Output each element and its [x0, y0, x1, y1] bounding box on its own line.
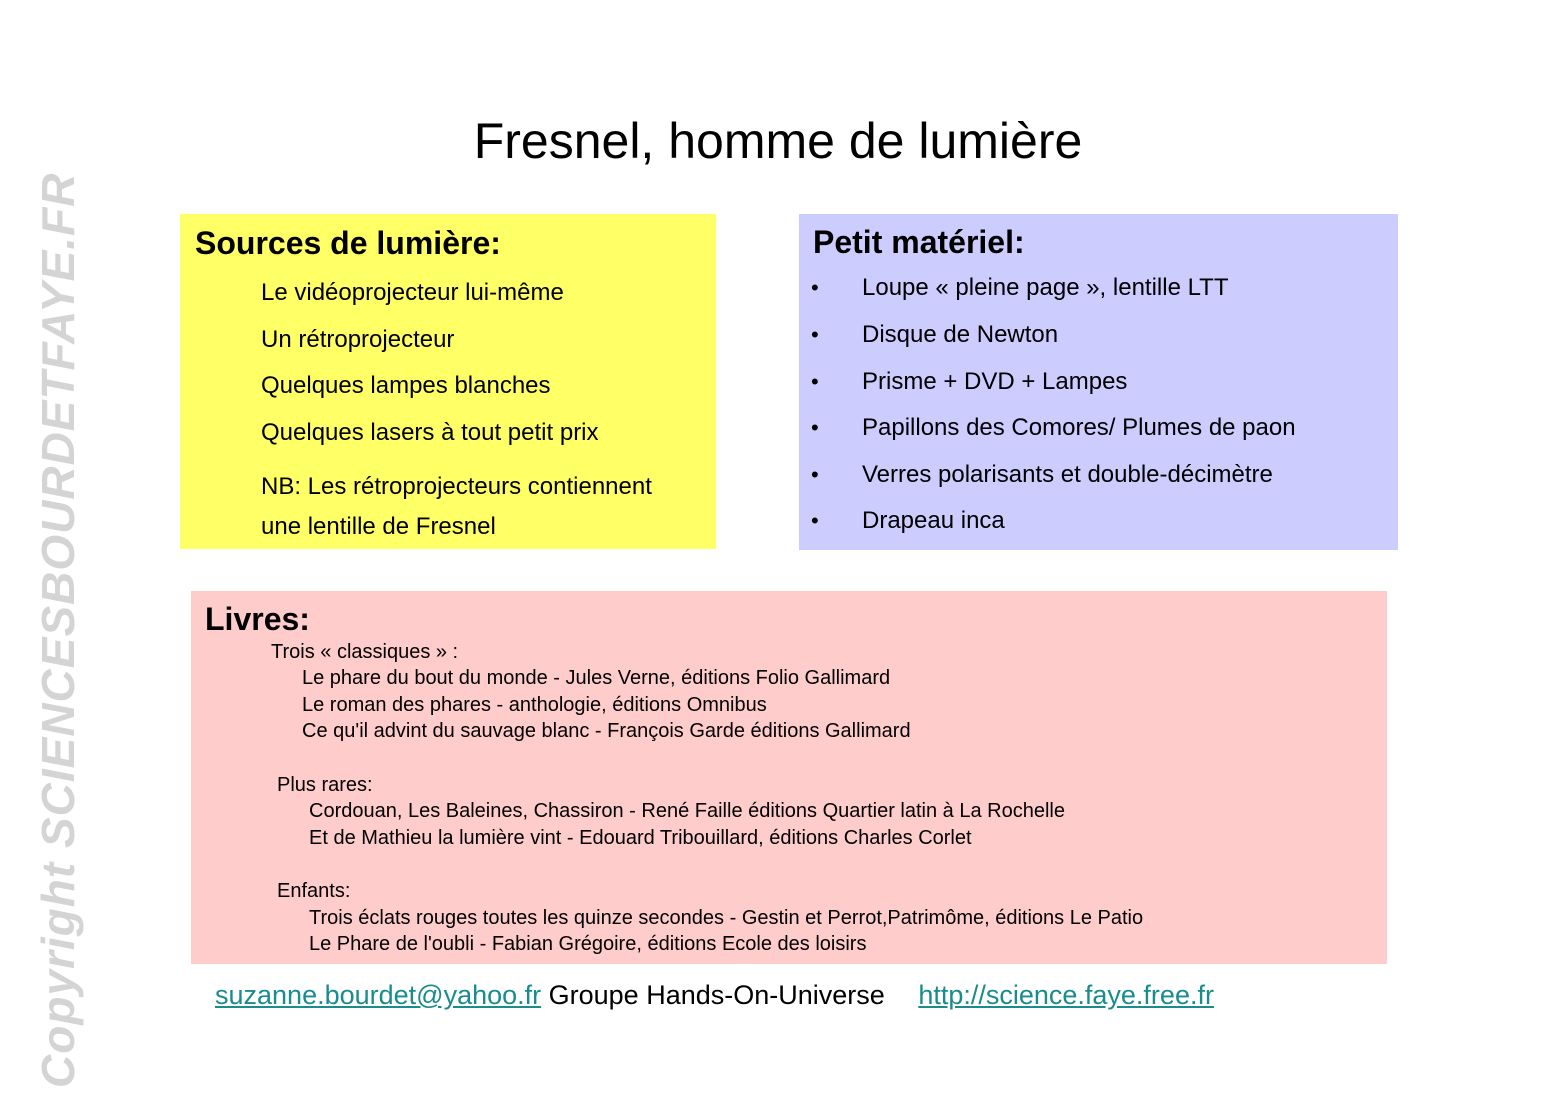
book-entry: Le roman des phares - anthologie, éditions Omnibus — [302, 694, 767, 716]
list-item-text: Drapeau inca — [862, 507, 1005, 534]
classics-label: Trois « classiques » : — [271, 641, 459, 663]
children-books-label: Enfants: — [277, 880, 351, 902]
light-source-item: Quelques lasers à tout petit prix — [261, 419, 599, 446]
light-sources-panel — [180, 214, 716, 549]
note-line: une lentille de Fresnel — [261, 513, 496, 540]
list-item — [799, 273, 1398, 303]
footer — [215, 978, 1214, 1012]
small-equipment-panel — [799, 214, 1398, 550]
light-source-item: Un rétroprojecteur — [261, 326, 455, 353]
book-entry: Ce qu'il advint du sauvage blanc - François Garde éditions Gallimard — [302, 720, 911, 742]
light-sources-heading: Sources de lumière: — [195, 225, 501, 261]
book-entry: Trois éclats rouges toutes les quinze secondes - Gestin et Perrot,Patrimôme, éditions Le Patio — [309, 907, 1144, 929]
page-title: Fresnel, homme de lumière — [473, 113, 1083, 169]
bullet-icon: • — [811, 275, 819, 300]
book-entry: Et de Mathieu la lumière vint - Edouard Tribouillard, éditions Charles Corlet — [309, 827, 972, 849]
bullet-icon: • — [811, 322, 819, 347]
list-item-text: Papillons des Comores/ Plumes de paon — [862, 414, 1296, 441]
light-source-item: Le vidéoprojecteur lui-même — [261, 279, 564, 306]
book-entry: Le Phare de l'oubli - Fabian Grégoire, éditions Ecole des loisirs — [309, 933, 867, 955]
email-link[interactable]: suzanne.bourdet@yahoo.fr — [215, 980, 542, 1010]
light-sources-note — [261, 467, 652, 547]
list-item-text: Loupe « pleine page », lentille LTT — [862, 274, 1229, 301]
list-item — [799, 320, 1398, 350]
list-item — [799, 506, 1398, 536]
book-entry: Cordouan, Les Baleines, Chassiron - René Faille éditions Quartier latin à La Rochelle — [309, 800, 1065, 822]
book-entry: Le phare du bout du monde - Jules Verne, éditions Folio Gallimard — [302, 667, 891, 689]
small-equipment-heading: Petit matériel: — [813, 224, 1025, 260]
list-item-text: Disque de Newton — [862, 321, 1059, 348]
rare-books-label: Plus rares: — [277, 774, 373, 796]
list-item — [799, 460, 1398, 490]
list-item-text: Prisme + DVD + Lampes — [862, 368, 1128, 395]
bullet-icon: • — [811, 415, 819, 440]
list-item — [799, 367, 1398, 397]
light-source-item: Quelques lampes blanches — [261, 372, 551, 399]
list-item-text: Verres polarisants et double-décimètre — [862, 461, 1273, 488]
website-link[interactable]: http://science.faye.free.fr — [918, 980, 1214, 1010]
books-heading: Livres: — [205, 601, 310, 637]
group-name: Groupe Hands-On-Universe — [548, 980, 885, 1010]
bullet-icon: • — [811, 369, 819, 394]
bullet-icon: • — [811, 462, 819, 487]
books-panel — [191, 591, 1387, 964]
copyright-watermark: Copyright SCIENCESBOURDETFAYE.FR — [32, 172, 84, 1088]
note-line: NB: Les rétroprojecteurs contiennent — [261, 473, 652, 500]
bullet-icon: • — [811, 508, 819, 533]
list-item — [799, 413, 1398, 443]
